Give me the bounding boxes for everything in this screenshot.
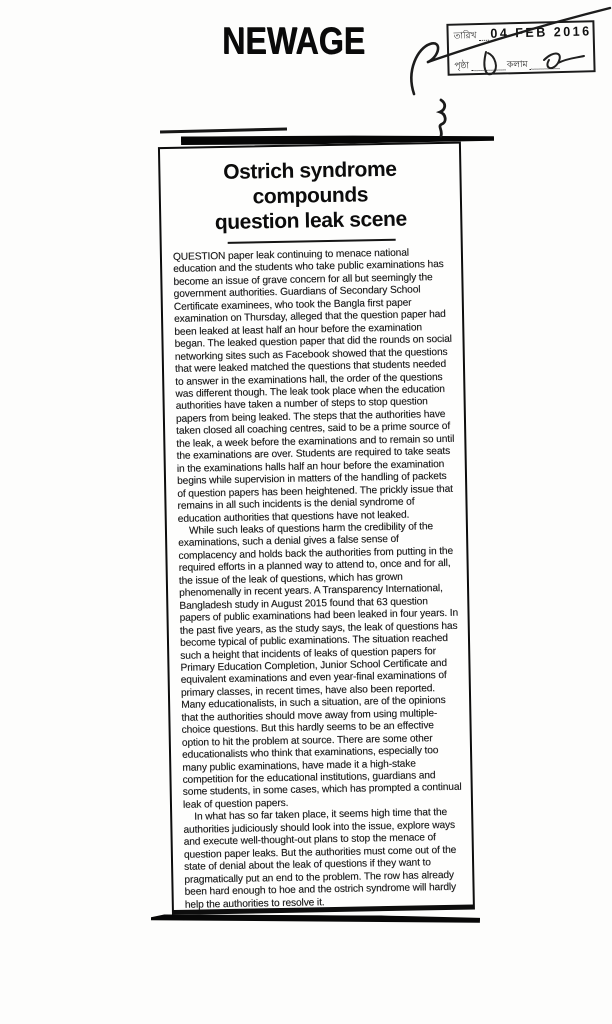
headline-line-2: question leak scene — [214, 207, 407, 235]
article-paragraph-1: QUESTION paper leak continuing to menace national education and the students who take public examinations has become an issue of grave concern for all but seemingly the government authorities. Guardians of Secondary School Certificate examinees, who took the Bangla first paper examination on Thursday, alleged that the question paper had been leaked at least half an hour before the examination began. The leaked question paper that did the rounds on social networking sites such as Facebook showed that the questions that were leaked matched the questions that students needed to answer in the examinations hall, the order of the questions was different though. The leak took place when the education authorities have taken a number of steps to stop question papers from being leaked. The steps that the authorities have taken closed all coaching centres, said to be a prime source of the leak, a week before the examinations and to remain so until the examinations are over. Students are required to take seats in the examinations halls half an hour before the examination begins while supervision in matters of the handling of packets of question papers has been heightened. The prickly issue that remains in all such incidents is the denial syndrome of education authorities that questions have not leaked. — [172, 247, 455, 525]
stamp-column-label: কলাম — [506, 59, 528, 71]
article-paragraph-2: While such leaks of questions harm the credibility of the examinations, such a denial gives a false sense of complacency and holds back the authorities from putting in the required efforts in a planned way to attend to, once and for all, the issue of the leak of questions, which has grown phenomenally in recent years. A Transparency International, Bangladesh study in August 2015 found that 63 question papers of public examinations had been leaked in four years. In the past five years, as the study says, the leak of questions has become typical of public examinations. The situation reached such a height that incidents of leaks of question papers for Primary Education Completion, Junior School Certificate and equivalent examinations and even year-final examinations of primary classes, in recent times, have also been reported. Many educationalists, in such a situation, are of the opinions that the authorities should move away from using multiple-choice questions. But this hardly seems to be an effective option to hit the problem at source. There are some other educationalists who think that examinations, especially too many public examinations, have made it a high-stake competition for the educational institutions, guardians and some students, in some cases, which has prompted a continual leak of question papers. — [178, 521, 462, 811]
clipping-torn-edge-bottom — [151, 914, 480, 923]
newspaper-masthead: NEWAGE — [222, 20, 366, 62]
clipping-torn-edge-top-left — [160, 128, 287, 133]
article-paragraph-3: In what has so far taken place, it seems high time that the authorities judiciously should look into the issue, explore ways and execute well-thought-out plans to stop the menace of question paper leaks. But the authorities must come out of the state of denial about the leak of questions if they want to pragmatically put an end to the problem. The row has already been hard enough to hoe and the ostrich syndrome will hardly help the authorities to resolve it. — [183, 807, 457, 911]
headline-rule — [227, 239, 395, 244]
stamp-date-value: 04 FEB 2016 — [490, 23, 592, 42]
article-body — [162, 247, 473, 912]
stamp-date-label: তারিখ — [453, 31, 477, 42]
handwritten-pen-stroke — [398, 0, 612, 148]
stamp-page-label: পৃষ্ঠা — [454, 61, 470, 72]
article-headline — [166, 156, 454, 236]
ink-smudge — [432, 98, 454, 140]
headline-line-1: Ostrich syndrome compounds — [223, 157, 397, 209]
article-clipping — [158, 142, 475, 915]
